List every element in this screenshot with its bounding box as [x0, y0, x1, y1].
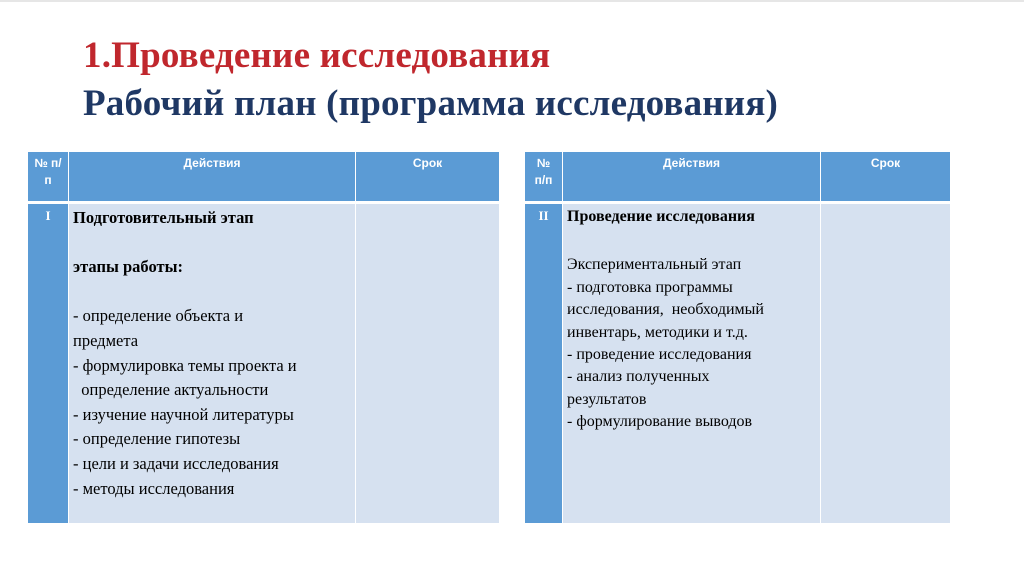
spacer — [73, 231, 351, 256]
stage-subheading: этапы работы: — [73, 257, 183, 277]
action-item: предмета — [73, 330, 139, 350]
plan-table-left — [27, 151, 500, 524]
stage-heading: Проведение исследования — [567, 208, 755, 225]
action-item: - изучение научной литературы — [73, 404, 294, 424]
row-actions — [69, 203, 356, 524]
table-header-row — [28, 152, 500, 203]
action-item: исследования, необходимый — [567, 301, 764, 319]
row-term — [356, 203, 500, 524]
header-term: Срок — [356, 152, 500, 203]
action-item: результатов — [567, 390, 647, 408]
row-actions — [563, 203, 821, 524]
action-item: инвентарь, методики и т.д. — [567, 323, 748, 341]
stage-subheading: Экспериментальный этап — [567, 256, 742, 274]
header-num: № п/п — [28, 152, 69, 203]
action-item: - формулировка темы проекта и — [73, 355, 297, 375]
row-number: I — [28, 203, 69, 524]
header-num: № п/п — [525, 152, 563, 203]
action-item: - цели и задачи исследования — [73, 453, 279, 473]
header-actions: Действия — [563, 152, 821, 203]
spacer — [73, 280, 351, 305]
table-row — [28, 203, 500, 524]
stage-heading: Подготовительный этап — [73, 208, 254, 227]
table-header-row — [525, 152, 951, 203]
action-item: - методы исследования — [73, 478, 235, 498]
slide-subtitle: Рабочий план (программа исследования) — [83, 83, 779, 124]
action-item: - подготовка программы — [567, 278, 733, 296]
spacer — [567, 228, 816, 254]
action-item: - определение объекта и — [73, 306, 244, 326]
action-item: - проведение исследования — [567, 346, 752, 364]
action-item: - определение гипотезы — [73, 429, 241, 449]
header-actions: Действия — [69, 152, 356, 203]
action-item: - анализ полученных — [567, 368, 710, 386]
action-item: определение актуальности — [73, 380, 269, 400]
header-term: Срок — [821, 152, 951, 203]
action-item: - формулирование выводов — [567, 413, 753, 431]
plan-table-right — [524, 151, 951, 524]
row-number: II — [525, 203, 563, 524]
top-border-line — [0, 0, 1024, 2]
slide-title: 1.Проведение исследования — [83, 35, 551, 76]
row-term — [821, 203, 951, 524]
table-row — [525, 203, 951, 524]
